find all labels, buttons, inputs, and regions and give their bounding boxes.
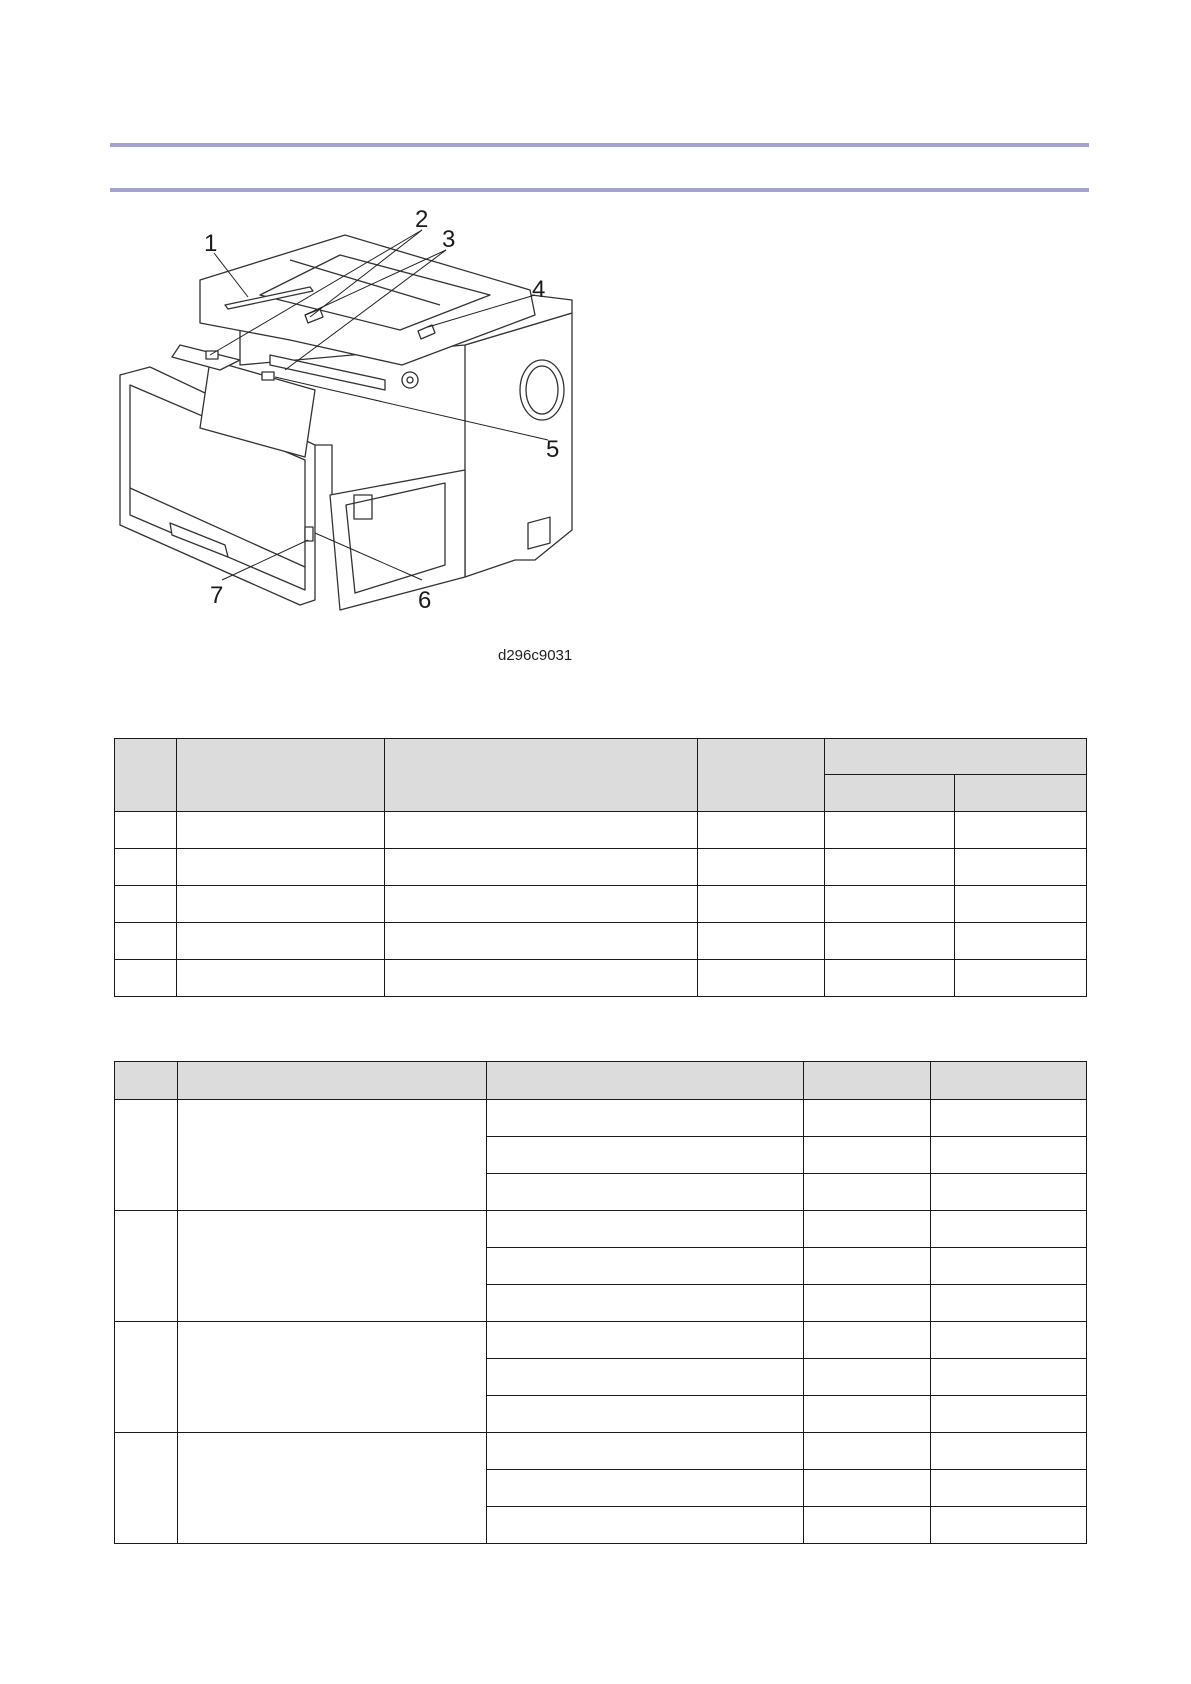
header-subcell bbox=[955, 775, 1087, 812]
callout-5: 5 bbox=[546, 436, 560, 463]
header-cell bbox=[804, 1062, 931, 1100]
figure-caption: d296c9031 bbox=[498, 647, 573, 664]
callout-7: 7 bbox=[210, 582, 224, 609]
callout-2: 2 bbox=[415, 206, 429, 233]
printer-diagram bbox=[110, 205, 630, 675]
callout-3: 3 bbox=[442, 226, 456, 253]
section-rule-top bbox=[110, 143, 1089, 147]
table-row bbox=[115, 849, 1087, 886]
table-row bbox=[115, 960, 1087, 997]
header-cell bbox=[487, 1062, 804, 1100]
callout-1: 1 bbox=[204, 230, 218, 257]
header-cell bbox=[385, 739, 698, 812]
spec-table-one bbox=[114, 738, 1087, 997]
table-row bbox=[115, 812, 1087, 849]
header-cell bbox=[177, 739, 385, 812]
header-cell bbox=[178, 1062, 487, 1100]
header-cell bbox=[115, 739, 177, 812]
table-row bbox=[115, 1211, 1087, 1248]
table-row bbox=[115, 886, 1087, 923]
header-subcell bbox=[825, 775, 955, 812]
table-row bbox=[115, 1100, 1087, 1137]
header-cell bbox=[698, 739, 825, 812]
callout-4: 4 bbox=[532, 276, 546, 303]
header-cell bbox=[931, 1062, 1087, 1100]
header-cell bbox=[115, 1062, 178, 1100]
table-row bbox=[115, 923, 1087, 960]
table-row bbox=[115, 1322, 1087, 1359]
header-cell-group bbox=[825, 739, 1087, 775]
spec-table-two bbox=[114, 1061, 1087, 1544]
section-rule-bottom bbox=[110, 188, 1089, 192]
table-row bbox=[115, 1433, 1087, 1470]
callout-6: 6 bbox=[418, 587, 432, 614]
